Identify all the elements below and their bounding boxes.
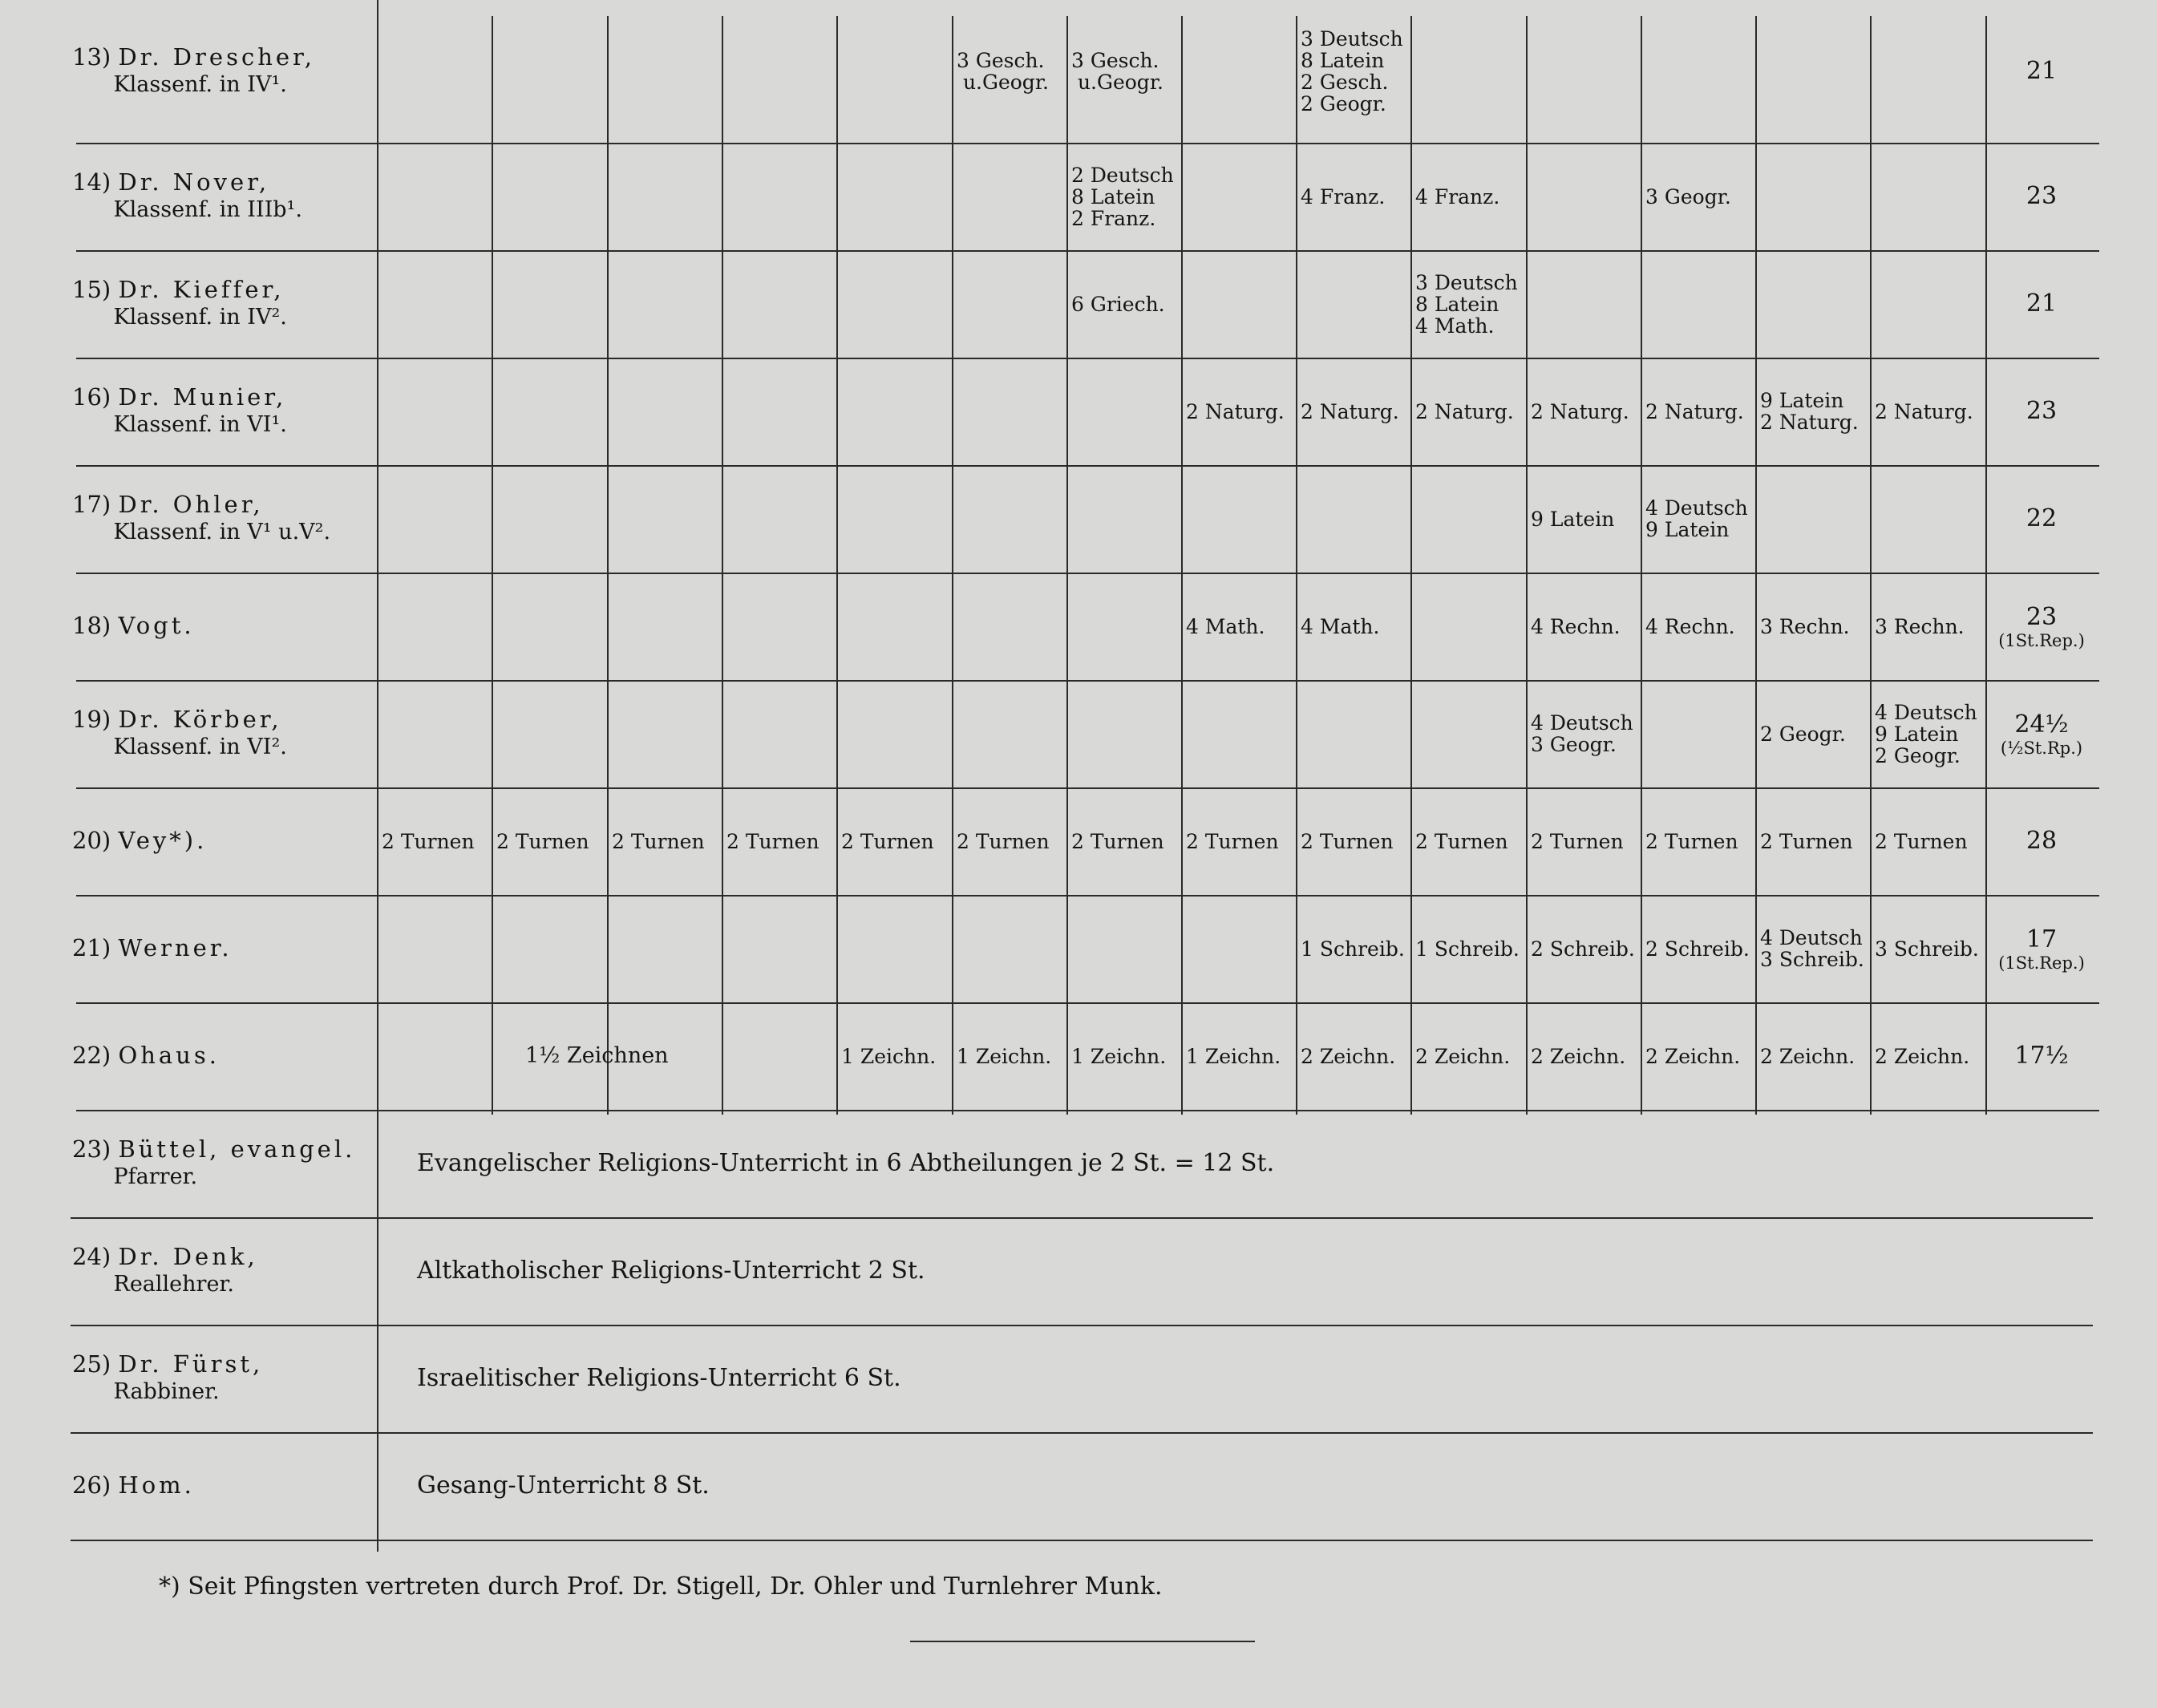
row-number: 15) (72, 276, 119, 303)
lesson-cell: 2 Turnen (1415, 829, 1508, 853)
row-rule (76, 895, 377, 896)
lesson-cell: 2 Turnen (1301, 829, 1394, 853)
religion-text: Gesang-Unterricht 8 St. (417, 1471, 710, 1500)
lesson-cell: 4 Deutsch 3 Schreib. (1760, 926, 1864, 971)
teacher-label: Vey*). (118, 827, 208, 854)
lesson-cell: 2 Naturg. (1186, 399, 1285, 423)
lesson-cell: 4 Rechn. (1531, 614, 1621, 638)
lesson-cell: 4 Franz. (1301, 184, 1386, 208)
lesson-cell: 1 Zeichn. (1186, 1044, 1281, 1068)
teacher-label: Dr. Kieffer, (118, 276, 285, 303)
teacher-label: Dr. Munier, (118, 383, 287, 411)
lesson-cell: 4 Deutsch 9 Latein 2 Geogr. (1875, 700, 1977, 767)
teacher-label: Hom. (118, 1471, 195, 1499)
teacher-name (72, 1472, 377, 1499)
lesson-span-cell: 1½ Zeichnen (525, 1043, 669, 1068)
repetition-note: (1St.Rep.) (1998, 953, 2085, 973)
lesson-cell: 4 Rechn. (1645, 614, 1735, 638)
row-number: 24) (72, 1243, 119, 1270)
row-number: 23) (72, 1135, 119, 1163)
teacher-label: Dr. Ohler, (118, 491, 264, 518)
row-rule (76, 358, 377, 359)
teacher-label: Dr. Körber, (118, 706, 282, 733)
religion-text: Israelitischer Religions-Unterricht 6 St. (417, 1364, 901, 1392)
row-rule (377, 680, 2099, 682)
row-rule (76, 465, 377, 467)
row-number: 26) (72, 1471, 119, 1499)
teacher-name (72, 384, 377, 438)
lesson-cell: 3 Rechn. (1760, 614, 1850, 638)
lesson-cell: 2 Zeichn. (1875, 1044, 1970, 1068)
lesson-cell: 2 Turnen (382, 829, 475, 853)
lesson-cell: 3 Deutsch 8 Latein 2 Gesch. 2 Geogr. (1301, 27, 1403, 115)
lesson-cell: 3 Schreib. (1875, 937, 1979, 961)
repetition-note: (½St.Rp.) (2000, 739, 2083, 758)
religion-text: Altkatholischer Religions-Unterricht 2 St. (417, 1257, 925, 1285)
column-rule (836, 16, 838, 1115)
row-rule (76, 787, 377, 789)
teacher-label: Dr. Drescher, (118, 43, 315, 71)
teacher-name (72, 492, 377, 545)
row-rule (76, 680, 377, 682)
lesson-cell: 2 Zeichn. (1531, 1044, 1626, 1068)
row-rule (76, 1110, 377, 1111)
lesson-cell: 4 Deutsch 9 Latein (1645, 496, 1748, 541)
lesson-cell: 6 Griech. (1071, 292, 1165, 316)
teacher-label: Büttel, evangel. (118, 1135, 356, 1163)
repetition-note: (1St.Rep.) (1998, 631, 2085, 650)
teacher-role: Klassenf. in VI¹. (72, 412, 287, 437)
row-number: 22) (72, 1042, 119, 1069)
lesson-cell: 1 Schreib. (1415, 937, 1520, 961)
teacher-label: Vogt. (118, 612, 195, 639)
row-rule (377, 1002, 2099, 1004)
column-rule (1066, 16, 1068, 1115)
teacher-name (72, 1244, 377, 1297)
lesson-cell: 2 Turnen (957, 829, 1050, 853)
row-number: 19) (72, 706, 119, 733)
row-number: 16) (72, 383, 119, 411)
lesson-cell: 2 Turnen (1760, 829, 1853, 853)
row-number: 18) (72, 612, 119, 639)
teacher-role: Reallehrer. (72, 1272, 234, 1297)
religion-text: Evangelischer Religions-Unterricht in 6 Abtheilungen je 2 St. = 12 St. (417, 1149, 1275, 1177)
column-rule (607, 16, 609, 1115)
hours-total: 23 (2025, 397, 2058, 425)
teacher-name (72, 1351, 377, 1405)
column-rule (1870, 16, 1872, 1115)
row-rule (71, 1540, 377, 1541)
hours-total: 21 (2025, 289, 2058, 318)
lesson-cell: 2 Turnen (496, 829, 589, 853)
row-rule (377, 895, 2099, 896)
lesson-cell: 2 Turnen (1071, 829, 1164, 853)
lesson-cell: 9 Latein 2 Naturg. (1760, 389, 1859, 434)
hours-total: 24½ (½St.Rp.) (1985, 711, 2098, 758)
teacher-label: Dr. Denk, (118, 1243, 258, 1270)
teacher-name (72, 935, 377, 961)
closing-rule (910, 1641, 1255, 1642)
lesson-cell: 2 Naturg. (1875, 399, 1973, 423)
column-rule (1410, 16, 1412, 1115)
row-number: 20) (72, 827, 119, 854)
lesson-cell: 9 Latein (1531, 507, 1615, 531)
lesson-cell: 2 Schreib. (1645, 937, 1750, 961)
row-rule (377, 1217, 2093, 1219)
teacher-role: Rabbiner. (72, 1379, 220, 1404)
column-rule (1296, 16, 1297, 1115)
row-rule (377, 143, 2099, 144)
row-rule (377, 1325, 2093, 1326)
column-rule (1181, 16, 1183, 1115)
column-rule (492, 16, 493, 1115)
lesson-cell: 3 Rechn. (1875, 614, 1965, 638)
lesson-cell: 2 Geogr. (1760, 722, 1846, 746)
lesson-cell: 3 Deutsch 8 Latein 4 Math. (1415, 270, 1518, 338)
lesson-cell: 3 Gesch. u.Geogr. (1071, 49, 1163, 94)
lesson-cell: 2 Zeichn. (1645, 1044, 1741, 1068)
hours-total: 23 (1St.Rep.) (1985, 604, 2098, 650)
lesson-cell: 4 Math. (1186, 614, 1265, 638)
row-rule (377, 1540, 2093, 1541)
lesson-cell: 2 Turnen (612, 829, 705, 853)
lesson-cell: 2 Zeichn. (1301, 1044, 1396, 1068)
row-rule (71, 1432, 377, 1434)
lesson-cell: 3 Geogr. (1645, 184, 1731, 208)
lesson-cell: 2 Turnen (1645, 829, 1738, 853)
teacher-label: Dr. Fürst, (118, 1350, 264, 1378)
column-rule (377, 0, 378, 1552)
lesson-cell: 2 Naturg. (1645, 399, 1744, 423)
teacher-label: Dr. Nover, (118, 168, 270, 196)
lesson-cell: 2 Turnen (726, 829, 819, 853)
lesson-cell: 2 Naturg. (1301, 399, 1399, 423)
teacher-role: Pfarrer. (72, 1164, 198, 1189)
row-rule (377, 1432, 2093, 1434)
lesson-cell: 2 Naturg. (1531, 399, 1629, 423)
teacher-name (72, 706, 377, 760)
lesson-cell: 1 Zeichn. (841, 1044, 937, 1068)
lesson-cell: 2 Turnen (1875, 829, 1968, 853)
row-rule (377, 573, 2099, 574)
lesson-cell: 2 Deutsch 8 Latein 2 Franz. (1071, 163, 1174, 230)
row-number: 13) (72, 43, 119, 71)
teacher-label: Ohaus. (118, 1042, 220, 1069)
lesson-cell: 2 Turnen (1531, 829, 1624, 853)
lesson-cell: 2 Turnen (841, 829, 934, 853)
teacher-role: Klassenf. in IV¹. (72, 72, 287, 97)
row-rule (76, 143, 377, 144)
teacher-role: Klassenf. in IV². (72, 305, 287, 330)
lesson-cell: 2 Zeichn. (1760, 1044, 1856, 1068)
teacher-label: Werner. (118, 934, 233, 961)
row-number: 25) (72, 1350, 119, 1378)
lesson-cell: 4 Math. (1301, 614, 1380, 638)
teacher-name (72, 169, 377, 223)
lesson-cell: 1 Schreib. (1301, 937, 1405, 961)
row-number: 14) (72, 168, 119, 196)
lesson-cell: 2 Turnen (1186, 829, 1279, 853)
lesson-cell: 1 Zeichn. (1071, 1044, 1167, 1068)
teacher-name (72, 1136, 377, 1190)
teacher-role: Klassenf. in V¹ u.V². (72, 520, 331, 544)
lesson-cell: 4 Franz. (1415, 184, 1500, 208)
row-rule (377, 358, 2099, 359)
hours-total: 17 (1St.Rep.) (1985, 926, 2098, 973)
lesson-cell: 2 Naturg. (1415, 399, 1514, 423)
teacher-role: Klassenf. in IIIb¹. (72, 197, 302, 222)
row-rule (377, 1110, 2099, 1111)
column-rule (722, 16, 723, 1115)
lesson-cell: 1 Zeichn. (957, 1044, 1052, 1068)
teacher-name (72, 277, 377, 330)
teacher-name (72, 613, 377, 639)
hours-total: 28 (2025, 827, 2058, 855)
row-rule (76, 250, 377, 252)
teacher-name (72, 44, 377, 98)
hours-total: 23 (2025, 182, 2058, 210)
row-rule (71, 1217, 377, 1219)
row-rule (377, 465, 2099, 467)
row-rule (377, 787, 2099, 789)
row-number: 17) (72, 491, 119, 518)
column-rule (1526, 16, 1528, 1115)
row-rule (76, 573, 377, 574)
teacher-role: Klassenf. in VI². (72, 735, 287, 759)
lesson-cell: 3 Gesch. u.Geogr. (957, 49, 1049, 94)
teacher-name (72, 1042, 377, 1069)
hours-total: 17½ (2014, 1042, 2069, 1070)
hours-total: 21 (2025, 57, 2058, 85)
lesson-cell: 4 Deutsch 3 Geogr. (1531, 711, 1633, 756)
hours-total: 22 (2025, 504, 2058, 532)
teacher-name (72, 828, 377, 854)
column-rule (952, 16, 953, 1115)
row-number: 21) (72, 934, 119, 961)
footnote: *) Seit Pfingsten vertreten durch Prof. Dr. Stigell, Dr. Ohler und Turnlehrer Munk. (159, 1572, 1163, 1601)
column-rule (1755, 16, 1757, 1115)
row-rule (377, 250, 2099, 252)
row-rule (76, 1002, 377, 1004)
column-rule (1641, 16, 1642, 1115)
lesson-cell: 2 Schreib. (1531, 937, 1635, 961)
lesson-cell: 2 Zeichn. (1415, 1044, 1511, 1068)
row-rule (71, 1325, 377, 1326)
